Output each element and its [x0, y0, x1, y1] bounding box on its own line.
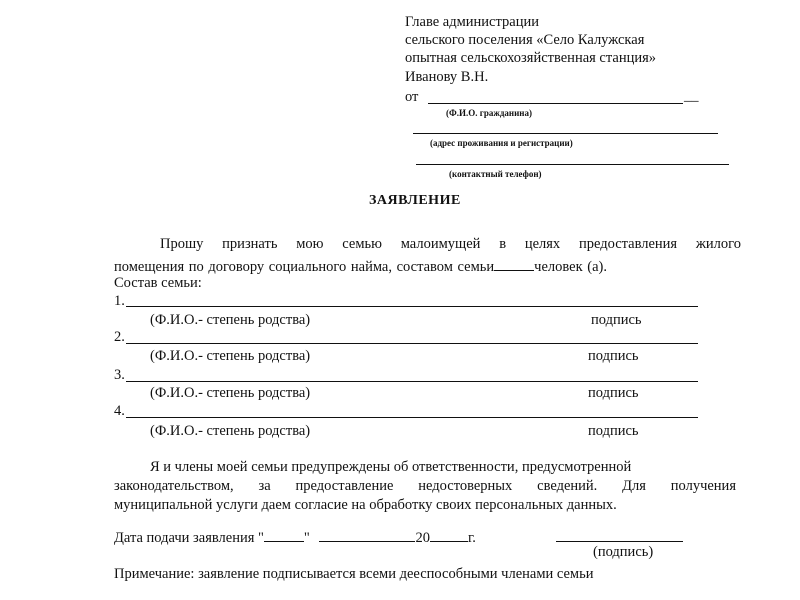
consent-line-2: законодательством, за предоставление недостоверных сведений. Для получения — [114, 478, 736, 494]
phone-caption: (контактный телефон) — [449, 169, 542, 179]
signature-caption: (подпись) — [593, 544, 654, 560]
family-row-4-sign: подпись — [588, 423, 639, 439]
address-line — [413, 133, 718, 134]
family-row-1-line — [126, 306, 698, 307]
family-row-3-num: 3. — [114, 367, 125, 383]
family-row-4-num: 4. — [114, 403, 125, 419]
signature-line — [556, 541, 683, 542]
family-row-1-num: 1. — [114, 293, 125, 309]
header-line-2: сельского поселения «Село Калужская — [405, 32, 645, 48]
page-title: ЗАЯВЛЕНИЕ — [369, 193, 461, 208]
request-line-1: Прошу признать мою семью малоимущей в целях предоставления жилого — [160, 236, 741, 252]
from-tail: __ — [684, 88, 699, 104]
family-row-2-sign: подпись — [588, 348, 639, 364]
family-row-4-caption: (Ф.И.О.- степень родства) — [150, 423, 311, 439]
address-caption: (адрес проживания и регистрации) — [430, 138, 573, 148]
family-row-2-line — [126, 343, 698, 344]
request-line-2-end: человек (а). — [534, 259, 607, 275]
family-count-blank — [494, 256, 534, 271]
fio-caption: (Ф.И.О. гражданина) — [446, 108, 532, 118]
header-line-3: опытная сельскохозяйственная станция» — [405, 50, 657, 66]
family-row-2-caption: (Ф.И.О.- степень родства) — [150, 348, 311, 364]
family-row-4-line — [126, 417, 698, 418]
consent-line-3: муниципальной услуги даем согласие на обработку своих персональных данных. — [114, 497, 617, 513]
date-year-blank — [430, 527, 468, 542]
family-row-1-sign: подпись — [591, 312, 642, 328]
header-line-1: Главе администрации — [405, 14, 539, 30]
date-label: Дата подачи заявления " — [114, 530, 264, 546]
phone-line — [416, 164, 729, 165]
family-row-3-sign: подпись — [588, 385, 639, 401]
fio-line — [428, 103, 683, 104]
family-row-2-num: 2. — [114, 329, 125, 345]
date-year-prefix: 20 — [415, 530, 430, 546]
date-row — [114, 527, 476, 547]
date-month-blank — [319, 527, 415, 542]
family-row-1-caption: (Ф.И.О.- степень родства) — [150, 312, 311, 328]
consent-line-1: Я и члены моей семьи предупреждены об ответственности, предусмотренной — [150, 459, 632, 475]
date-quote-close: " — [303, 530, 310, 546]
request-line-2 — [114, 256, 607, 276]
request-line-2-start: помещения по договору социального найма, составом семьи — [114, 259, 495, 275]
family-heading: Состав семьи: — [114, 275, 202, 291]
date-year-suffix: г. — [467, 530, 476, 546]
family-row-3-caption: (Ф.И.О.- степень родства) — [150, 385, 311, 401]
family-row-3-line — [126, 381, 698, 382]
note: Примечание: заявление подписывается всеми дееспособными членами семьи — [114, 566, 594, 582]
from-label: от — [405, 89, 419, 105]
date-day-blank — [264, 527, 304, 542]
header-line-4: Иванову В.Н. — [405, 69, 489, 85]
